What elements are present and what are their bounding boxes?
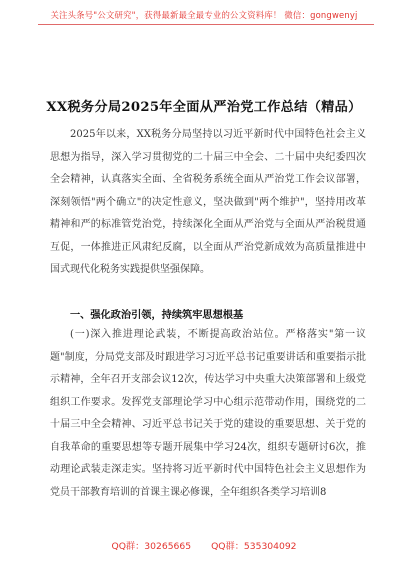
header-divider <box>38 24 374 25</box>
document-title: XX税务分局2025年全面从严治党工作总结（精品） <box>46 100 362 115</box>
header-banner: 关注头条号"公文研究"，获得最新最全最专业的公文资料库！ 微信：gongwenyj <box>50 10 358 20</box>
footer-qq-group-1: QQ群：30265665 <box>111 541 192 552</box>
footer-qq-group-2: QQ群：535304092 <box>211 541 297 552</box>
footer-contact <box>0 538 408 552</box>
section-1-paragraph: (一)深入推进理论武装，不断提高政治站位。严格落实"第一议题"制度，分局党支部及时跟进学习习近平总书记重要讲话和重要指示批示精神，全年召开支部会议12次，传达学习中央重大决策部署和上级党组织工作要求。发挥党支部理论学习中心组示范带动作用，围绕党的二十届三中全会精神、习近平总书记关于党的建设的重要思想、关于党的自我革命的重要思想等专题开展集中学习24次，组织专题研讨6次，推动理论武装走深走实。坚持将习近平新时代中国特色社会主义思想作为党员干部教育培训的首课主课必修课，全年组织各类学习培训8 <box>50 329 366 498</box>
intro-paragraph: 2025年以来，XX税务分局坚持以习近平新时代中国特色社会主义思想为指导，深入学习贯彻党的二十届三中全会、二十届中央纪委四次全会精神，认真落实全面、全省税务系统全面从严治党工作会议部署，深刻领悟"两个确立"的决定性意义，坚决做到"两个维护"，坚持用改革精神和严的标准管党治党，持续深化全面从严治党与全面从严治税贯通互促，一体推进正风肃纪反腐，以全面从严治党新成效为高质量推进中国式现代化税务实践提供坚强保障。 <box>50 129 366 275</box>
section-heading-1: 一、强化政治引领，持续筑牢思想根基 <box>70 310 244 321</box>
